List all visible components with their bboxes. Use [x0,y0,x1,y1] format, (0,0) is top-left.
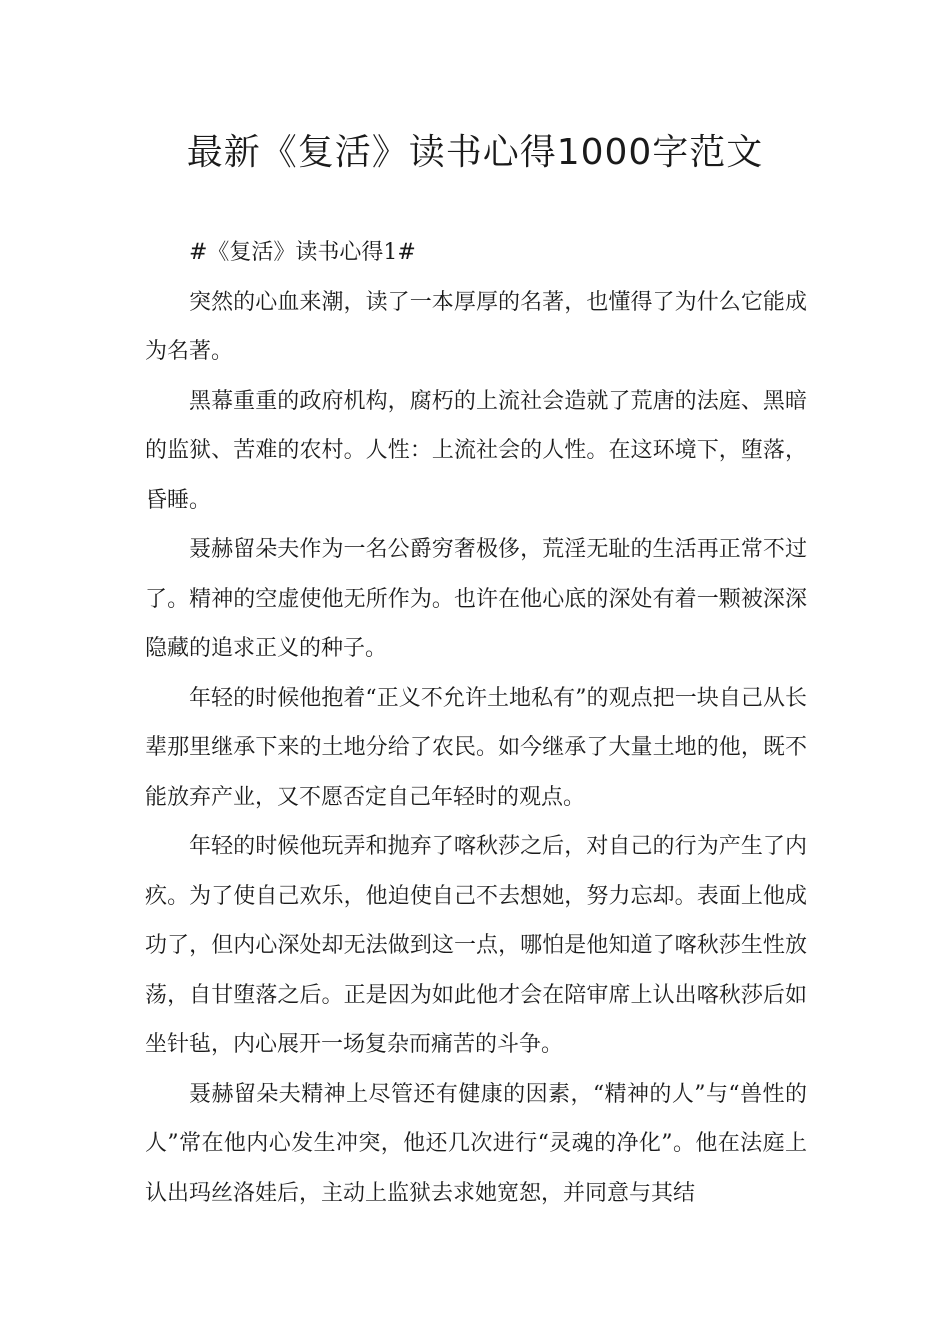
section-heading: #《复活》读书心得1# [189,240,416,265]
document-body [145,228,807,1218]
paragraph-1: 突然的心血来潮，读了一本厚厚的名著，也懂得了为什么它能成为名著。 [145,289,807,364]
document-title: 最新《复活》读书心得1000字范文 [186,132,764,173]
paragraph-4: 年轻的时候他抱着“正义不允许土地私有”的观点把一块自己从长辈那里继承下来的土地分给了农民。如今继承了大量土地的他，既不能放弃产业，又不愿否定自己年轻时的观点。 [145,685,807,810]
paragraph-3: 聂赫留朵夫作为一名公爵穷奢极侈，荒淫无耻的生活再正常不过了。精神的空虚使他无所作为。也许在他心底的深处有着一颗被深深隐藏的追求正义的种子。 [145,537,807,661]
paragraph-6: 聂赫留朵夫精神上尽管还有健康的因素，“精神的人”与“兽性的人”常在他内心发生冲突，他还几次进行“灵魂的净化”。他在法庭上认出玛丝洛娃后，主动上监狱去求她宽恕，并同意与其结 [145,1081,807,1206]
paragraph-2: 黑幕重重的政府机构，腐朽的上流社会造就了荒唐的法庭、黑暗的监狱、苦难的农村。人性：上流社会的人性。在这环境下，堕落，昏睡。 [145,388,807,513]
paragraph-5: 年轻的时候他玩弄和抛弃了喀秋莎之后，对自己的行为产生了内疚。为了使自己欢乐，他迫使自己不去想她，努力忘却。表面上他成功了，但内心深处却无法做到这一点，哪怕是他知道了喀秋莎生性放荡，自甘堕落之后。正是因为如此他才会在陪审席上认出喀秋莎后如坐针毡，内心展开一场复杂而痛苦的斗争。 [145,834,807,1057]
